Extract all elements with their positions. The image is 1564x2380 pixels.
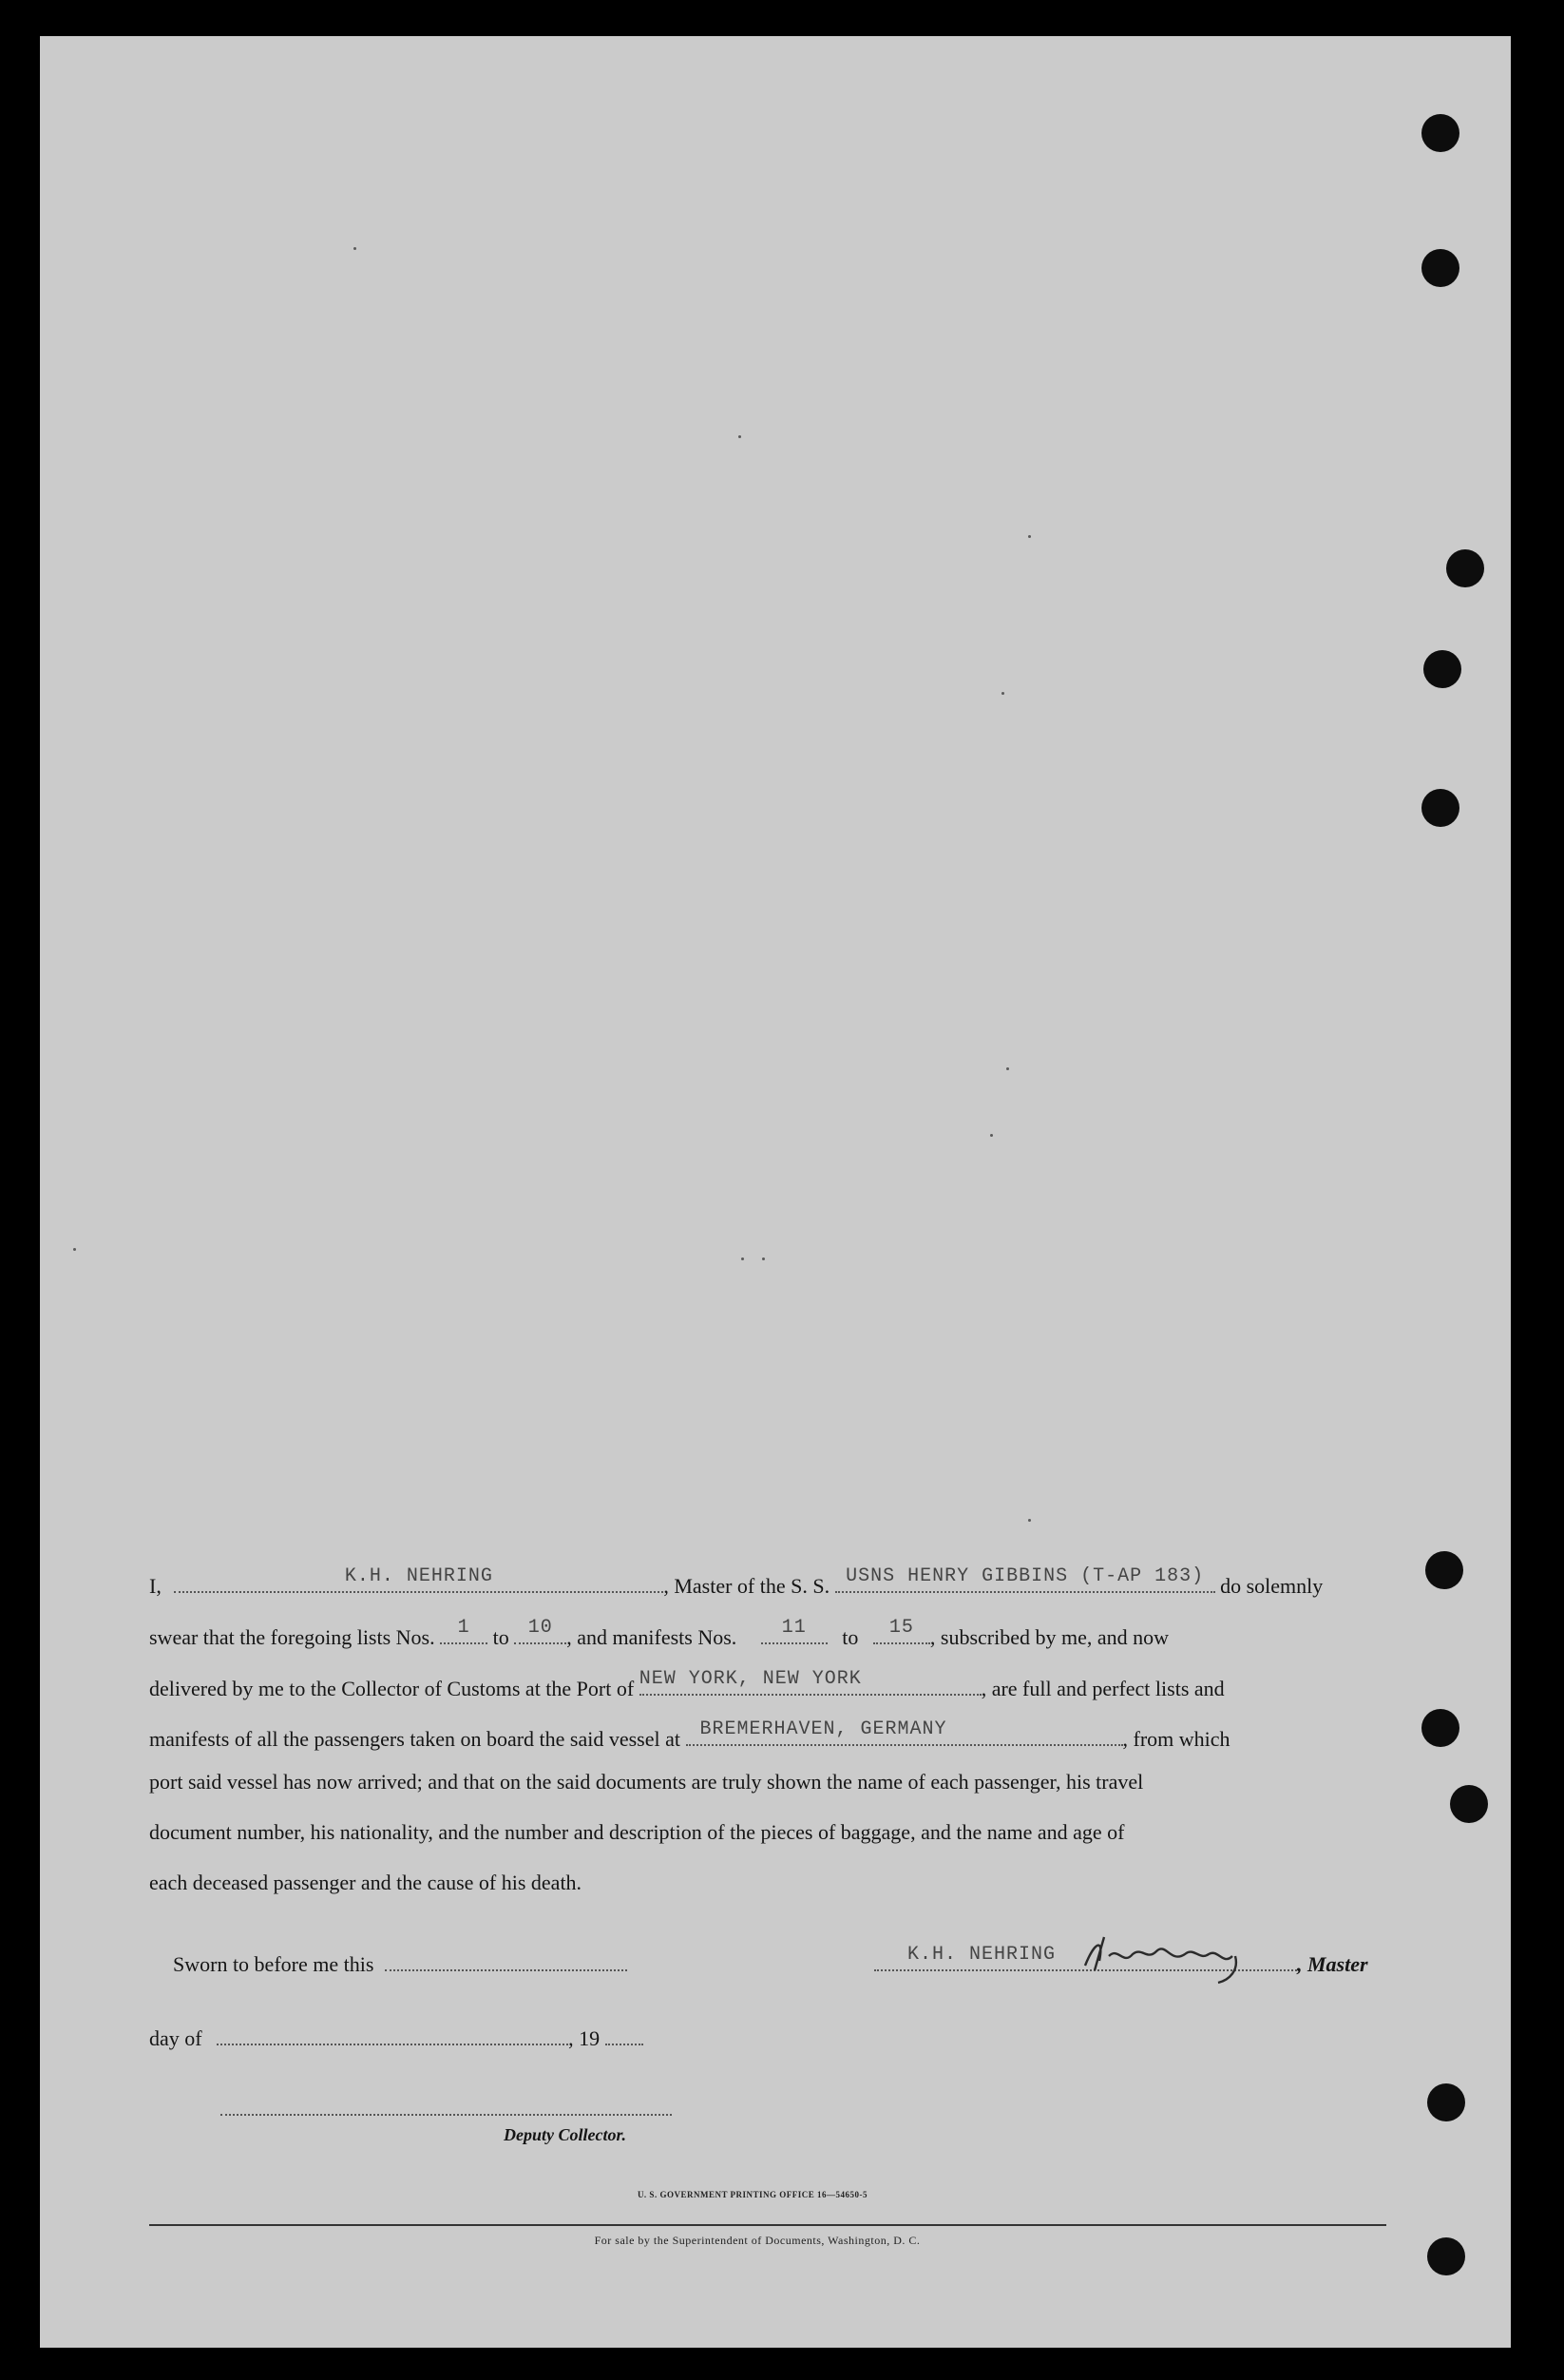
deputy-collector-label: Deputy Collector. — [504, 2125, 626, 2144]
oath-line-7: each deceased passenger and the cause of his death. — [149, 1871, 582, 1894]
speck — [1001, 692, 1004, 695]
speck — [741, 1257, 744, 1260]
oath-text: , and manifests Nos. — [566, 1625, 737, 1649]
binder-hole — [1423, 650, 1461, 688]
manifests-to-field[interactable] — [873, 1618, 930, 1644]
oath-text: to — [842, 1625, 859, 1649]
oath-line-5: port said vessel has now arrived; and that on the said documents are truly shown the name of each passenger, his travel — [149, 1770, 1144, 1794]
speck — [1028, 535, 1031, 538]
binder-hole — [1427, 2083, 1465, 2121]
binder-hole — [1427, 2237, 1465, 2275]
speck — [762, 1257, 765, 1260]
footer-rule — [149, 2224, 1386, 2226]
binder-hole — [1421, 249, 1459, 287]
lists-from-typed: 1 — [457, 1617, 470, 1639]
vessel-field[interactable] — [835, 1566, 1215, 1593]
for-sale-notice: For sale by the Superintendent of Documents, Washington, D. C. — [594, 2234, 921, 2247]
oath-text: , Master of the S. S. — [663, 1574, 830, 1598]
day-of-label: day of — [149, 2026, 202, 2050]
oath-line-4 — [149, 1719, 1432, 1752]
oath-text: swear that the foregoing lists Nos. — [149, 1625, 435, 1649]
master-label: , Master — [1297, 1952, 1368, 1976]
lists-from-field[interactable] — [440, 1618, 487, 1644]
manifests-from-field[interactable] — [761, 1618, 828, 1644]
lists-to-typed: 10 — [527, 1617, 553, 1639]
master-name-typed: K.H. NEHRING — [344, 1565, 493, 1587]
master-handwritten-signature — [1066, 1928, 1294, 1985]
embark-typed: BREMERHAVEN, GERMANY — [699, 1718, 947, 1740]
speck — [990, 1134, 993, 1137]
form-page — [40, 36, 1511, 2348]
speck — [1028, 1519, 1031, 1522]
oath-text: I, — [149, 1574, 162, 1598]
oath-text: delivered by me to the Collector of Customs at the Port of — [149, 1677, 635, 1700]
binder-hole — [1421, 789, 1459, 827]
year-prefix: , 19 — [568, 2026, 601, 2050]
embark-field[interactable] — [686, 1719, 1123, 1746]
sworn-label: Sworn to before me this — [173, 1952, 374, 1976]
oath-line-6: document number, his nationality, and the number and description of the pieces of baggage, and the name and age of — [149, 1820, 1125, 1844]
vessel-typed: USNS HENRY GIBBINS (T-AP 183) — [846, 1565, 1205, 1587]
lists-to-field[interactable] — [514, 1618, 566, 1644]
speck — [738, 435, 741, 438]
manifests-from-typed: 11 — [781, 1617, 807, 1639]
binder-hole — [1446, 549, 1484, 587]
year-field[interactable] — [605, 2019, 643, 2045]
port-field[interactable] — [639, 1669, 982, 1696]
oath-line-3 — [149, 1669, 1432, 1701]
oath-text: , are full and perfect lists and — [981, 1677, 1225, 1700]
printing-office-imprint: U. S. GOVERNMENT PRINTING OFFICE 16—54650-5 — [637, 2190, 868, 2199]
oath-line-1 — [149, 1566, 1432, 1599]
oath-text: to — [492, 1625, 509, 1649]
master-typed: K.H. NEHRING — [907, 1944, 1057, 1966]
binder-hole — [1421, 114, 1459, 152]
binder-hole — [1450, 1785, 1488, 1823]
master-name-field[interactable] — [174, 1566, 663, 1593]
speck — [73, 1248, 76, 1251]
oath-line-2 — [149, 1618, 1432, 1650]
oath-text: , subscribed by me, and now — [929, 1625, 1170, 1649]
sworn-date-field[interactable] — [385, 1945, 627, 1971]
manifests-to-typed: 15 — [888, 1617, 914, 1639]
day-of-line — [149, 2019, 1432, 2051]
oath-text: do solemnly — [1220, 1574, 1324, 1598]
deputy-signature-field[interactable] — [220, 2089, 672, 2116]
port-typed: NEW YORK, NEW YORK — [639, 1668, 862, 1690]
speck — [1006, 1067, 1009, 1070]
speck — [353, 247, 356, 250]
day-of-field[interactable] — [217, 2019, 568, 2045]
oath-text: manifests of all the passengers taken on board the said vessel at — [149, 1727, 681, 1751]
oath-text: , from which — [1122, 1727, 1230, 1751]
